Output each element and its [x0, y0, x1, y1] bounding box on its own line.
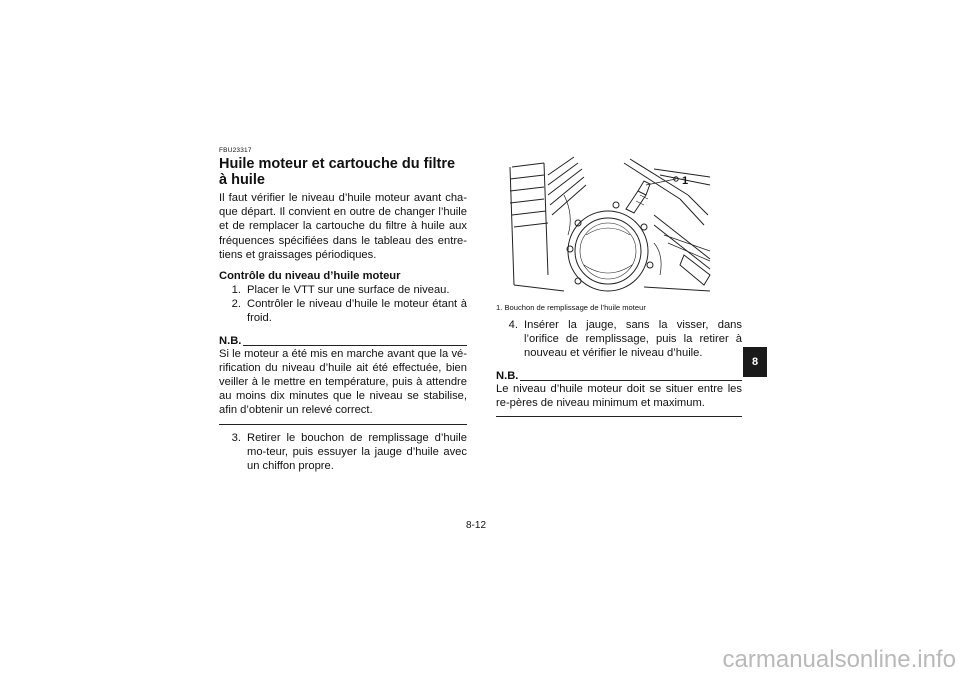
step-1	[219, 283, 467, 297]
step-number: 4.	[508, 319, 518, 331]
step-text: Contrôler le niveau d’huile le moteur étant à froid.	[247, 298, 467, 325]
step-text: Insérer la jauge, sans la visser, dans l’orifice de remplissage, puis la retirer à nouveau et vérifier le niveau d’huile.	[524, 319, 742, 360]
step-text: Placer le VTT sur une surface de niveau.	[247, 284, 450, 297]
step-3	[219, 431, 467, 474]
watermark: carmanualsonline.info	[722, 646, 956, 673]
step-text: Retirer le bouchon de remplissage d’huile mo-teur, puis essuyer la jauge d’huile avec un chiffon propre.	[247, 431, 467, 473]
engine-illustration	[504, 155, 712, 295]
note-header	[219, 335, 467, 347]
note-label: N.B.	[219, 334, 242, 347]
step-number: 1.	[231, 284, 241, 297]
page-number: 8-12	[466, 520, 487, 531]
figure-callout: 1	[682, 175, 689, 187]
intro-paragraph: Il faut vérifier le niveau d’huile moteur avant cha-que départ. Il convient en outre de changer l’huile et de remplacer la cartouche du filtre à huile aux fréquences spécifiées dans le tableau des entre-tiens et graissages périodiques.	[219, 192, 467, 261]
step-4	[496, 318, 742, 361]
note-label: N.B.	[496, 369, 519, 382]
step-2	[219, 297, 467, 325]
figure-caption: 1. Bouchon de remplissage de l’huile moteur	[496, 303, 646, 312]
chapter-tab: 8	[743, 347, 767, 377]
note-text: Le niveau d’huile moteur doit se situer entre les re-pères de niveau minimum et maximum.	[496, 382, 742, 409]
note-header	[496, 370, 742, 382]
step-number: 3.	[231, 431, 241, 444]
subheading: Contrôle du niveau d’huile moteur	[219, 270, 401, 283]
section-title: Huile moteur et cartouche du filtre à huile	[219, 156, 456, 188]
step-number: 2.	[231, 298, 241, 311]
section-code: FBU23317	[219, 147, 252, 154]
note-rule	[243, 345, 467, 346]
engine-drawing	[504, 155, 712, 295]
right-column	[496, 155, 742, 423]
note-end-rule	[219, 424, 467, 425]
left-column	[219, 147, 467, 473]
note-text: Si le moteur a été mis en marche avant que la vé-rification du niveau d’huile ait été effectuée, bien veiller à le mettre en température, puis à attendre au moins dix minutes que le niveau se stabilise, afin d’obtenir un relevé correct.	[219, 347, 467, 417]
note-end-rule	[496, 416, 742, 417]
note-rule	[520, 380, 742, 381]
